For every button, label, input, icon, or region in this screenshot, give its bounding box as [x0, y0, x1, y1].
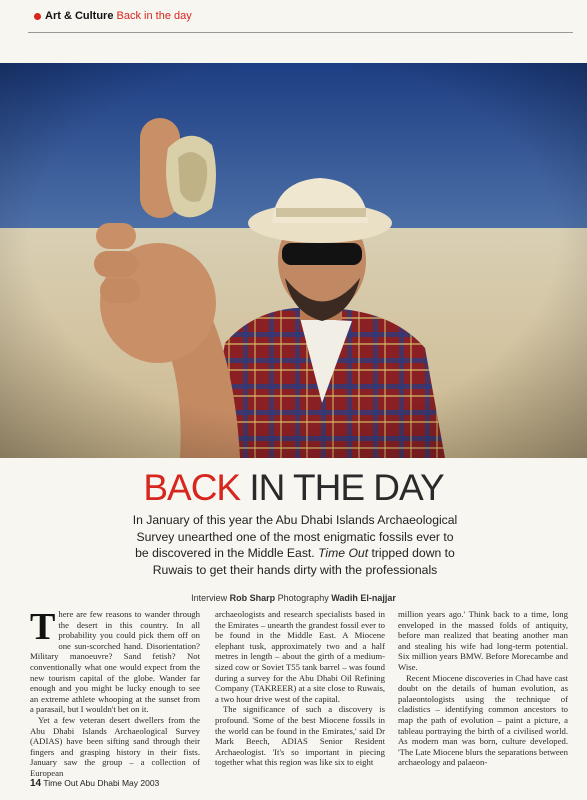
interview-label: Interview	[191, 593, 228, 603]
paragraph: Recent Miocene discoveries in Chad have cast doubt on the details of human evolution, as palaeontologists using the technique of cladistics – identifying common ancestors to map the path of evolution – paint a picture, a tableau portraying the birth of a civilised world. As modern man was born, culture developed. 'The Late Miocene blurs the separations between archaeology and palaeon-	[398, 672, 568, 768]
page-footer	[30, 778, 159, 789]
body-column-2	[215, 609, 385, 768]
issue-date: May 2003	[121, 778, 160, 788]
paragraph: The significance of such a discovery is profound. 'Some of the best Miocene fossils in the world can be found in the Emirates,' said Dr Mark Beech, ADIAS Senior Resident Archaeologist. 'It's so important in piecing together what this region was like six to eight	[215, 704, 385, 768]
section-header	[28, 10, 573, 33]
bullet-icon	[34, 13, 41, 20]
paragraph: archaeologists and research specialists based in the Emirates – unearth the grandest fossil ever to be found in the Middle East. A Miocene elephant tusk, approximately two and a half metres in length – about the girth of a medium-sized cow or Soviet T55 tank barrel – was found during a survey for the Abu Dhabi Oil Refining Company (TAKREER) at a site close to Ruwais, a two hour drive west of the capital.	[215, 609, 385, 704]
paragraph	[30, 606, 200, 715]
publication-name: Time Out Abu Dhabi	[43, 778, 120, 788]
byline	[0, 593, 587, 603]
standfirst-end: tripped down to Ruwais to get their hands dirty with the professionals	[152, 546, 455, 577]
headline-part-2: IN THE DAY	[249, 467, 444, 508]
standfirst-italic: Time Out	[318, 546, 369, 560]
section-subtitle: Back in the day	[116, 10, 192, 22]
page-number: 14	[30, 778, 42, 789]
body-column-3	[398, 609, 568, 768]
hero-photo	[0, 63, 587, 458]
paragraph-text: here are few reasons to wander through the desert in this country. In all probability you could pick them off on one sun-scorched hand. Disorientation? Military manoeuvre? Sand fetish? Not conventionally what one would expect from the new tourism capital of the globe. Wander far enough and you might be lucky enough to see an extreme athlete whooping at the sunset from a parasail, but I wouldn't bet on it.	[30, 609, 200, 715]
photography-label: Photography	[277, 593, 329, 603]
section-name: Art & Culture	[45, 10, 114, 22]
drop-cap: T	[30, 606, 56, 648]
photographer-name: Wadih El-najjar	[331, 593, 396, 603]
standfirst	[130, 512, 460, 578]
interviewer-name: Rob Sharp	[229, 593, 276, 603]
paragraph: million years ago.' Think back to a time, long enveloped in the massed folds of antiquity, before man realized that beating another man and stealing his wife had long-term potential. Six million years BMW. Before Morecambe and Wise.	[398, 609, 568, 672]
body-column-1	[30, 606, 200, 779]
headline-part-1: BACK	[143, 467, 241, 508]
headline	[0, 465, 587, 511]
paragraph: Yet a few veteran desert dwellers from the Abu Dhabi Islands Archaeological Survey (ADIAS) have been sifting sand through their fingers and grasping history in their fists. January saw the group – a collection of European	[30, 714, 200, 778]
standfirst-main: In January of this year the Abu Dhabi Islands Archaeological Survey unearthed one of the most enigmatic fossils ever to be discovered in the Middle East.	[132, 513, 458, 560]
